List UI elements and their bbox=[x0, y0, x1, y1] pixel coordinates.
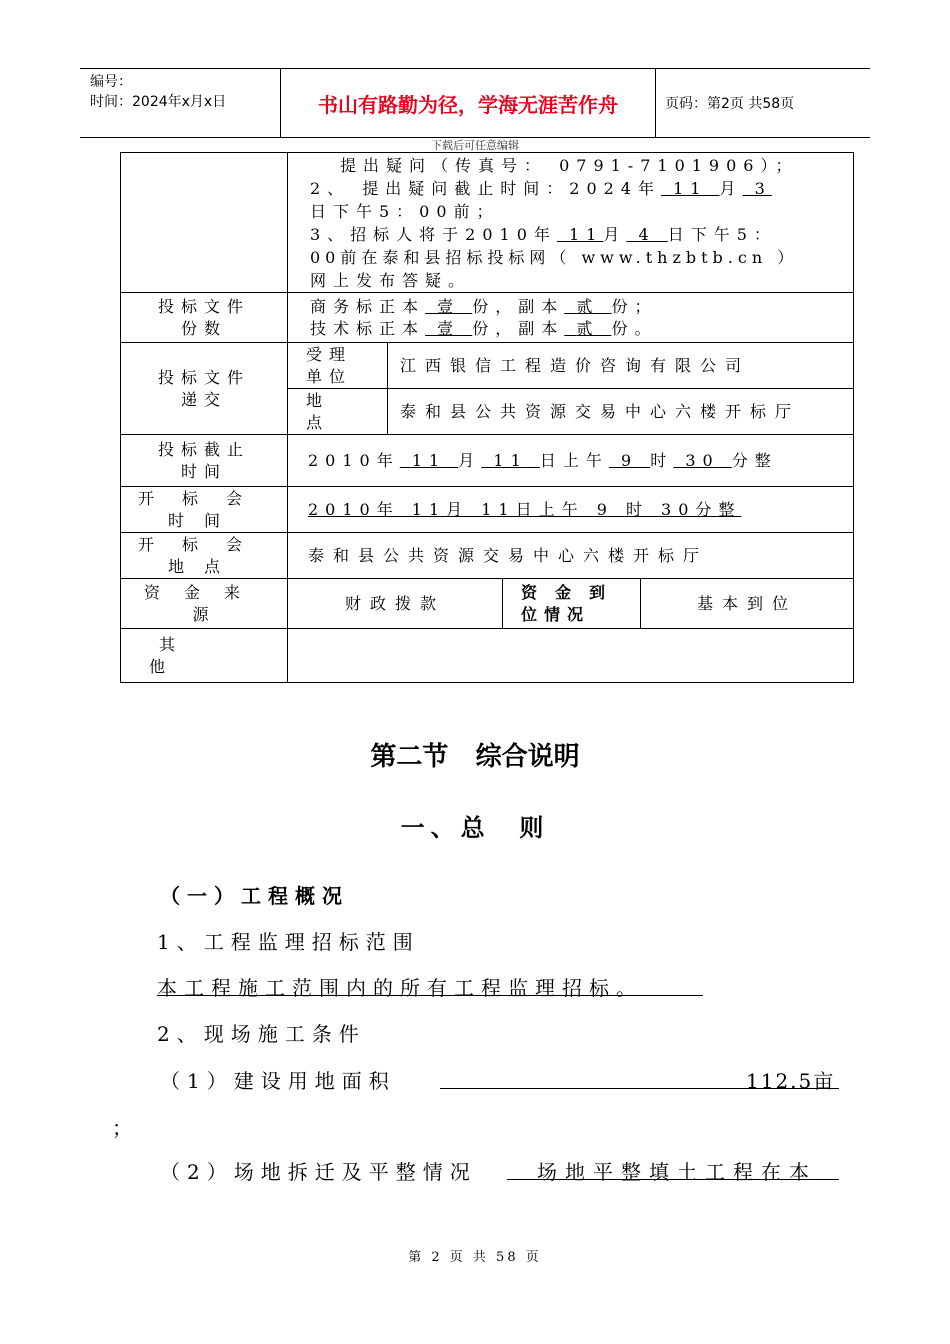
section-title: 第二节 综合说明 bbox=[370, 742, 580, 772]
item-site-leveling-label: （2）场地拆迁及平整情况 bbox=[160, 1160, 477, 1184]
deadline-label: 投标截止 时间 bbox=[121, 435, 288, 487]
opening-place-label: 开标会 地点 bbox=[121, 533, 288, 579]
other-label: 其 他 bbox=[121, 629, 288, 683]
download-note: 下载后可任意编辑 bbox=[431, 139, 519, 152]
tender-info-table bbox=[120, 152, 854, 683]
funding-status-label: 资金到 位情况 bbox=[503, 579, 641, 629]
delivery-unit-value: 江西银信工程造价咨询有限公司 bbox=[388, 343, 854, 389]
land-area-underline bbox=[440, 1088, 839, 1089]
opening-place-value: 泰和县公共资源交易中心六楼开标厅 bbox=[288, 533, 854, 579]
page-footer: 第 2 页 共 58 页 bbox=[408, 1250, 542, 1265]
deadline-value: 2010年 11 月 11 日上午 9 时 30 分整 bbox=[288, 435, 854, 487]
time-label: 时间：2024年x月x日 bbox=[90, 94, 227, 110]
questions-line2: 2、 提出疑问截止时间：2024年 11 月 3 bbox=[310, 178, 772, 198]
funding-value: 财政拨款 bbox=[288, 579, 503, 629]
questions-value-cell bbox=[288, 153, 854, 293]
funding-label: 资金来 源 bbox=[121, 579, 288, 629]
opening-time-value: 2010年 11月 11日上午 9 时 30分整 bbox=[288, 487, 854, 533]
copies-business: 商务标正本 壹 份，副本 贰 份； bbox=[310, 296, 658, 316]
table-row-deadline bbox=[121, 435, 854, 487]
questions-label-cell bbox=[121, 153, 288, 293]
header-motto: 书山有路勤为径，学海无涯苦作舟 bbox=[280, 69, 656, 137]
table-row-funding bbox=[121, 579, 854, 629]
header-page-info: 页码：第2页 共58页 bbox=[665, 96, 795, 112]
table-row-opening-time bbox=[121, 487, 854, 533]
copies-technical: 技术标正本 壹 份，副本 贰 份。 bbox=[310, 318, 658, 338]
item-land-area-label: （1）建设用地面积 bbox=[160, 1069, 396, 1093]
item-land-area-value: 112.5亩 bbox=[746, 1069, 836, 1093]
header-meta bbox=[80, 69, 280, 137]
item-site-leveling-value: 场地平整填土工程在本 bbox=[537, 1160, 817, 1184]
questions-line2b: 日下午5：00前； bbox=[310, 201, 500, 221]
scope-underline bbox=[157, 995, 703, 996]
subsection-title: 一、总 则 bbox=[400, 814, 550, 842]
table-row-copies bbox=[121, 293, 854, 343]
delivery-place-value: 泰和县公共资源交易中心六楼开标厅 bbox=[388, 389, 854, 435]
page-header bbox=[80, 68, 870, 138]
other-value bbox=[288, 629, 854, 683]
questions-line4: 00前在泰和县招标投标网（ www.thzbtb.cn ） bbox=[310, 247, 799, 267]
funding-status-value: 基本到位 bbox=[641, 579, 854, 629]
questions-line5: 网上发布答疑。 bbox=[310, 270, 472, 290]
questions-line1: 提出疑问（传真号： 0791-7101906）； bbox=[340, 155, 799, 175]
copies-label: 投标文件 份数 bbox=[121, 293, 288, 343]
copies-value bbox=[288, 293, 854, 343]
table-row-questions bbox=[121, 153, 854, 293]
table-row-opening-place bbox=[121, 533, 854, 579]
delivery-label: 投标文件 递交 bbox=[121, 343, 288, 435]
delivery-place-label: 地 点 bbox=[288, 389, 388, 435]
item-supervision-scope: 1、工程监理招标范围 bbox=[157, 930, 420, 954]
item-supervision-scope-text: 本工程施工范围内的所有工程监理招标。 bbox=[157, 976, 643, 1000]
opening-time-label: 开标会 时间 bbox=[121, 487, 288, 533]
item-site-conditions: 2、现场施工条件 bbox=[157, 1022, 366, 1046]
delivery-unit-label: 受理 单位 bbox=[288, 343, 388, 389]
table-row-other bbox=[121, 629, 854, 683]
site-leveling-underline bbox=[507, 1179, 839, 1180]
number-label: 编号： bbox=[90, 74, 132, 90]
item-land-area-end: ； bbox=[112, 1116, 139, 1140]
table-row-delivery-unit bbox=[121, 343, 854, 389]
heading-project-overview: （一）工程概况 bbox=[160, 884, 349, 908]
questions-line3: 3、招标人将于2010年 11月 4 日下午5： bbox=[310, 224, 777, 244]
